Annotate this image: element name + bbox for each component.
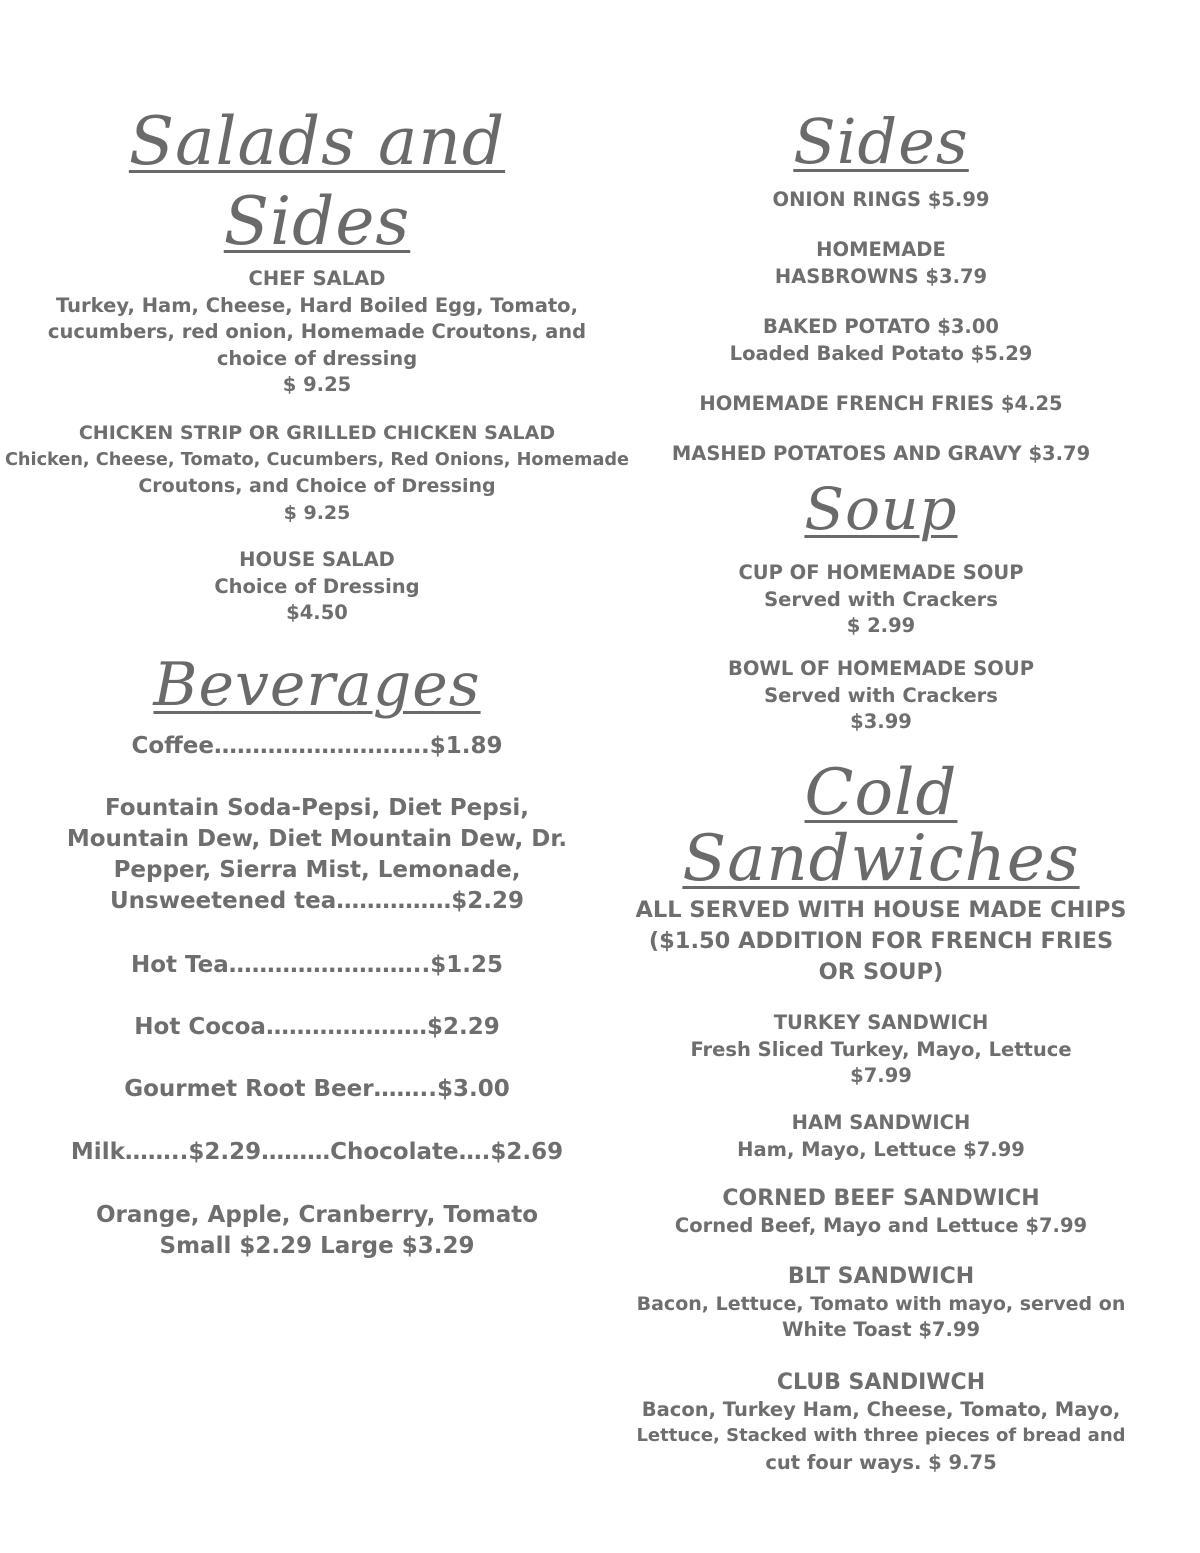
item-title: MASHED POTATOES AND GRAVY $3.79 (671, 442, 1091, 465)
item-description: cut four ways. $ 9.75 (765, 1450, 997, 1474)
beverage-line: Fountain Soda-Pepsi, Diet Pepsi, (104, 795, 530, 821)
beverage-milk (0, 1137, 634, 1168)
note-line: OR SOUP) (818, 959, 944, 985)
menu-item-turkey-sandwich (630, 1010, 1132, 1090)
item-title: TURKEY SANDWICH (773, 1011, 989, 1034)
item-title: BOWL OF HOMEMADE SOUP (727, 657, 1034, 680)
item-description: Choice of Dressing (214, 574, 420, 598)
item-description: Bacon, Lettuce, Tomato with mayo, served on (636, 1292, 1126, 1315)
item-description: Corned Beef, Mayo and Lettuce $7.99 (674, 1213, 1088, 1237)
item-price: $ 9.25 (283, 501, 351, 524)
item-title: ONION RINGS $5.99 (772, 188, 990, 211)
menu-item-chicken-salad (0, 420, 634, 526)
menu-item-blt-sandwich (630, 1264, 1132, 1344)
beverage-line: Milk……..$2.29………Chocolate….$2.69 (70, 1139, 564, 1165)
menu-item-house-salad (0, 547, 634, 627)
item-title: HOMEMADE FRENCH FRIES $4.25 (699, 392, 1063, 415)
beverage-fountain-soda (0, 793, 634, 917)
beverage-line: Hot Tea……………………..$1.25 (130, 952, 504, 978)
beverage-line: Mountain Dew, Diet Mountain Dew, Dr. (66, 826, 568, 852)
item-description: Fresh Sliced Turkey, Mayo, Lettuce (690, 1037, 1072, 1061)
item-title: HAM SANDWICH (791, 1111, 971, 1134)
menu-item-hashbrowns (630, 237, 1132, 290)
menu-item-bowl-soup (630, 656, 1132, 736)
soup-heading (630, 474, 1132, 544)
item-description: Chicken, Cheese, Tomato, Cucumbers, Red Onions, Homemade (4, 449, 630, 470)
menu-item-ham-sandwich (630, 1110, 1132, 1163)
item-title: CHICKEN STRIP OR GRILLED CHICKEN SALAD (78, 422, 556, 444)
heading-line: Beverages (153, 650, 481, 720)
item-price: $3.99 (850, 710, 912, 733)
note-line: ($1.50 ADDITION FOR FRENCH FRIES (648, 928, 1114, 954)
item-title: BAKED POTATO $3.00 (763, 315, 999, 338)
heading-line: Salads and (128, 103, 506, 180)
item-title: BLT SANDWICH (787, 1264, 975, 1289)
heading-line: Sandwiches (682, 822, 1080, 896)
beverage-line: Hot Cocoa…………………$2.29 (134, 1014, 500, 1040)
beverage-line: Orange, Apple, Cranberry, Tomato (95, 1202, 539, 1228)
menu-item-onion-rings (630, 187, 1132, 214)
item-description: Bacon, Turkey Ham, Cheese, Tomato, Mayo, (641, 1397, 1121, 1421)
item-title: CLUB SANDIWCH (776, 1370, 986, 1395)
heading-line: Soup (804, 475, 958, 543)
item-description: Served with Crackers (764, 683, 998, 707)
beverage-hot-cocoa (0, 1012, 634, 1043)
item-price: $7.99 (850, 1064, 912, 1087)
heading-line: Sides (223, 183, 411, 260)
beverage-line: Pepper, Sierra Mist, Lemonade, (113, 857, 521, 883)
item-price: $4.50 (286, 601, 348, 624)
menu-item-club-sandwich (630, 1370, 1132, 1476)
menu-item-cup-soup (630, 560, 1132, 640)
item-title: HOUSE SALAD (239, 548, 395, 571)
item-description: White Toast $7.99 (781, 1318, 981, 1341)
item-description: choice of dressing (216, 346, 418, 370)
item-description: Lettuce, Stacked with three pieces of bread and (636, 1425, 1126, 1446)
item-price: $ 2.99 (846, 614, 916, 637)
item-title: CUP OF HOMEMADE SOUP (738, 561, 1024, 584)
beverage-line: Gourmet Root Beer……..$3.00 (124, 1076, 510, 1102)
salads-sides-heading (0, 102, 634, 262)
menu-item-chef-salad (0, 266, 634, 399)
note-line: ALL SERVED WITH HOUSE MADE CHIPS (635, 897, 1127, 923)
cold-sandwiches-heading (630, 756, 1132, 896)
beverage-coffee (0, 731, 634, 762)
menu-item-french-fries (630, 391, 1132, 418)
item-title: HASBROWNS $3.79 (774, 264, 988, 288)
item-title: CORNED BEEF SANDWICH (722, 1186, 1040, 1211)
beverage-line: Coffee……………………….$1.89 (131, 733, 503, 759)
item-description: Turkey, Ham, Cheese, Hard Boiled Egg, Tomato, (56, 293, 578, 317)
item-price: $ 9.25 (282, 373, 352, 396)
item-description: Croutons, and Choice of Dressing (138, 475, 496, 497)
beverage-line: Unsweetened tea……………$2.29 (109, 888, 525, 914)
sides-heading (630, 104, 1132, 180)
beverages-heading (0, 645, 634, 725)
menu-item-baked-potato (630, 314, 1132, 367)
beverage-root-beer (0, 1074, 634, 1105)
heading-line: Cold (804, 756, 958, 830)
beverage-hot-tea (0, 950, 634, 981)
beverage-line: Small $2.29 Large $3.29 (159, 1233, 475, 1259)
item-title: CHEF SALAD (248, 267, 386, 290)
heading-line: Sides (793, 105, 969, 178)
item-description: Served with Crackers (764, 587, 998, 611)
menu-item-corned-beef-sandwich (630, 1186, 1132, 1239)
item-description: Ham, Mayo, Lettuce $7.99 (737, 1137, 1025, 1161)
beverage-juice (0, 1200, 634, 1262)
item-description: Loaded Baked Potato $5.29 (729, 341, 1033, 365)
cold-sandwiches-note (630, 895, 1132, 988)
item-description: cucumbers, red onion, Homemade Croutons, and (47, 320, 587, 343)
menu-item-mashed-potatoes (630, 441, 1132, 468)
item-title: HOMEMADE (816, 238, 946, 261)
